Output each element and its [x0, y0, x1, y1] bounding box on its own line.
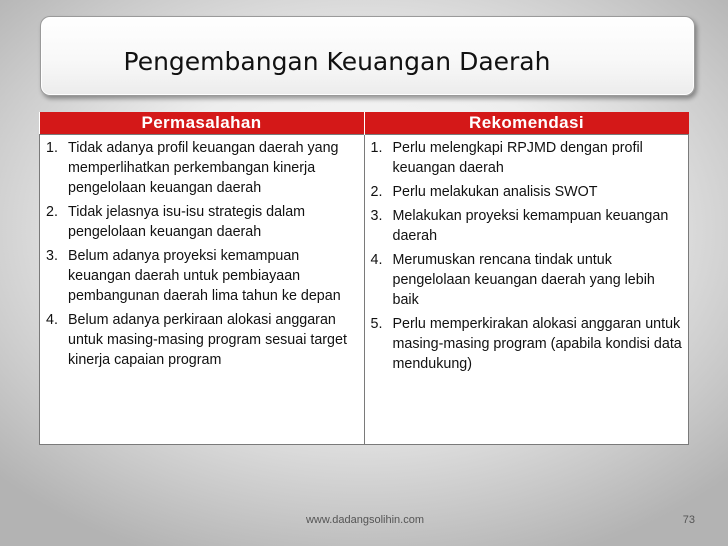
list-item — [46, 310, 358, 370]
list-item-number: 3. — [46, 248, 58, 264]
list-item — [46, 246, 358, 306]
header-rekomendasi: Rekomendasi — [364, 112, 689, 135]
slide-title: Pengembangan Keuangan Daerah — [123, 47, 551, 76]
title-banner — [40, 16, 695, 96]
list-item-number: 1. — [46, 140, 58, 156]
list-item-text: Perlu melakukan analisis SWOT — [392, 184, 598, 200]
table-body-row — [40, 135, 689, 445]
list-item-text: Belum adanya proyeksi kemampuan keuangan daerah untuk pembiayaan pembangunan daerah lima tahun ke depan — [68, 248, 341, 304]
list-item — [371, 250, 683, 310]
list-item-text: Perlu memperkirakan alokasi anggaran untuk masing-masing program (apabila kondisi data mendukung) — [392, 316, 682, 372]
list-item-number: 2. — [370, 184, 383, 200]
slide-number: 73 — [682, 514, 695, 526]
list-item-text: Perlu melengkapi RPJMD dengan profil keuangan daerah — [392, 140, 643, 176]
permasalahan-list — [46, 138, 358, 370]
list-item — [371, 206, 683, 246]
list-item-number: 3. — [370, 208, 383, 224]
list-item-number: 2. — [46, 204, 58, 220]
list-item — [371, 314, 683, 374]
header-permasalahan: Permasalahan — [40, 112, 365, 135]
rekomendasi-list — [371, 138, 683, 374]
list-item-number: 4. — [370, 252, 383, 268]
list-item-text: Belum adanya perkiraan alokasi anggaran untuk masing-masing program sesuai target kinerja capaian program — [68, 312, 347, 368]
list-item — [371, 138, 683, 178]
list-item-text: Tidak adanya profil keuangan daerah yang memperlihatkan perkembangan kinerja pengelolaan keuangan daerah — [68, 140, 339, 196]
rekomendasi-cell — [364, 135, 689, 445]
list-item — [46, 202, 358, 242]
footer-url: www.dadangsolihin.com — [305, 514, 424, 526]
list-item — [371, 182, 683, 202]
table-header-row — [40, 112, 689, 135]
list-item-text: Merumuskan rencana tindak untuk pengelolaan keuangan daerah yang lebih baik — [392, 252, 655, 308]
permasalahan-cell — [40, 135, 365, 445]
list-item-number: 5. — [370, 316, 383, 332]
problems-recommendations-table — [39, 112, 689, 445]
list-item — [46, 138, 358, 198]
list-item-number: 4. — [46, 312, 58, 328]
list-item-text: Melakukan proyeksi kemampuan keuangan daerah — [392, 208, 669, 244]
list-item-number: 1. — [370, 140, 383, 156]
list-item-text: Tidak jelasnya isu-isu strategis dalam pengelolaan keuangan daerah — [68, 204, 306, 240]
